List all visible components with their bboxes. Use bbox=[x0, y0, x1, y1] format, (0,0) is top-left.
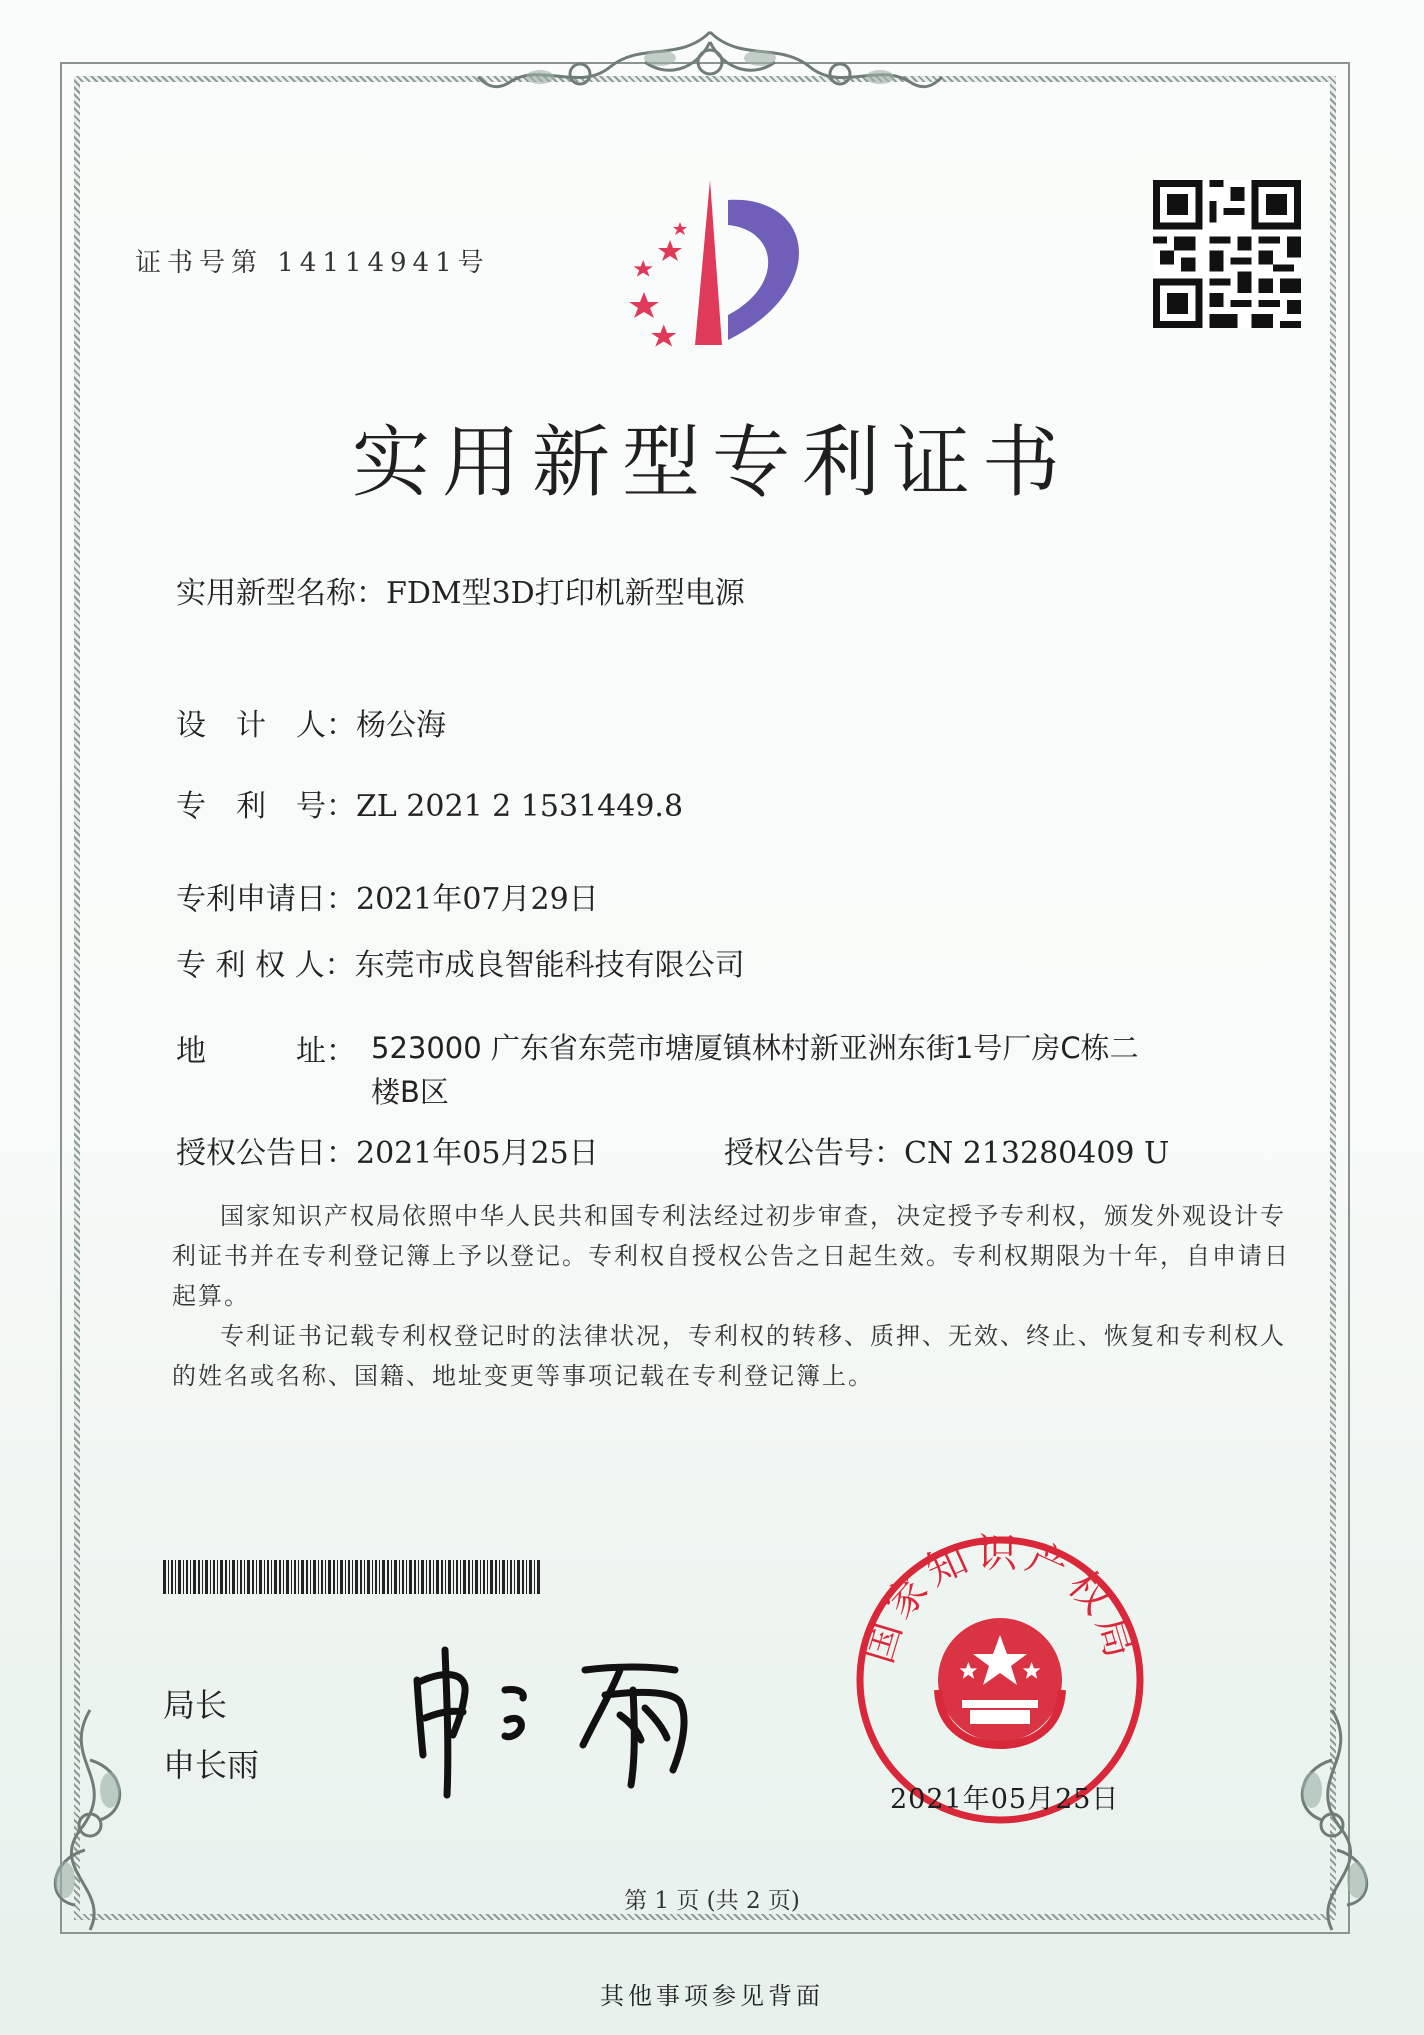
seal-date: 2021年05月25日 bbox=[890, 1784, 1120, 1815]
inventor-label: 设 计 人： bbox=[176, 708, 356, 743]
grant-date-row bbox=[176, 1128, 599, 1172]
signatory-name: 申长雨 bbox=[163, 1746, 260, 1784]
grant-date-label: 授权公告日： bbox=[176, 1136, 356, 1171]
patentee-label: 专 利 权 人： bbox=[176, 948, 355, 983]
page-indicator: 第 1 页 (共 2 页) bbox=[624, 1888, 800, 1914]
grant-number-value: CN 213280409 U bbox=[904, 1136, 1170, 1171]
legal-notice bbox=[172, 1196, 1292, 1396]
inventor-row bbox=[176, 700, 446, 744]
address-value-line2: 楼B区 bbox=[371, 1075, 449, 1109]
certificate-number bbox=[135, 242, 490, 279]
patentee-row bbox=[176, 940, 745, 984]
footer-note: 其他事项参见背面 bbox=[600, 1982, 824, 2010]
qr-code-icon bbox=[1153, 180, 1301, 328]
patentee-value: 东莞市成良智能科技有限公司 bbox=[354, 948, 745, 983]
patent-number-row bbox=[176, 781, 683, 825]
utility-model-name-value: FDM型3D打印机新型电源 bbox=[386, 576, 745, 611]
handwritten-signature-icon bbox=[405, 1640, 735, 1800]
certificate-number-value: 14114941号 bbox=[277, 248, 490, 278]
signatory-role: 局长 bbox=[163, 1686, 228, 1724]
barcode-icon bbox=[163, 1560, 543, 1594]
top-ornament-icon bbox=[470, 22, 950, 112]
application-date-row bbox=[176, 874, 599, 918]
application-date-value: 2021年07月29日 bbox=[356, 882, 599, 917]
patent-number-value: ZL 2021 2 1531449.8 bbox=[356, 789, 684, 824]
certificate-number-label: 证书号第 bbox=[135, 248, 264, 278]
patent-number-label: 专 利 号： bbox=[176, 789, 356, 824]
legal-paragraph-1: 国家知识产权局依照中华人民共和国专利法经过初步审查，决定授予专利权，颁发外观设计专利证书并在专利登记簿上予以登记。专利权自授权公告之日起生效。专利权期限为十年，自申请日起算。 bbox=[172, 1202, 1290, 1310]
grant-date-value: 2021年05月25日 bbox=[356, 1136, 599, 1171]
inventor-value: 杨公海 bbox=[356, 708, 446, 743]
application-date-label: 专利申请日： bbox=[176, 882, 356, 917]
grant-number-row bbox=[724, 1128, 1169, 1172]
utility-model-name-row bbox=[176, 568, 745, 612]
legal-paragraph-2: 专利证书记载专利权登记时的法律状况，专利权的转移、质押、无效、终止、恢复和专利权人的姓名或名称、国籍、地址变更等事项记载在专利登记簿上。 bbox=[172, 1322, 1286, 1390]
seal-text: 国家知识产权局 bbox=[855, 1530, 1145, 1669]
cnipa-logo-icon bbox=[600, 180, 830, 350]
certificate-title: 实用新型专利证书 bbox=[351, 418, 1072, 508]
address-value-line1: 523000 广东省东莞市塘厦镇林村新亚洲东街1号厂房C栋二 bbox=[371, 1031, 1139, 1065]
address-label: 地 址： bbox=[176, 1034, 356, 1069]
grant-number-label: 授权公告号： bbox=[724, 1136, 904, 1171]
utility-model-name-label: 实用新型名称： bbox=[176, 576, 386, 611]
